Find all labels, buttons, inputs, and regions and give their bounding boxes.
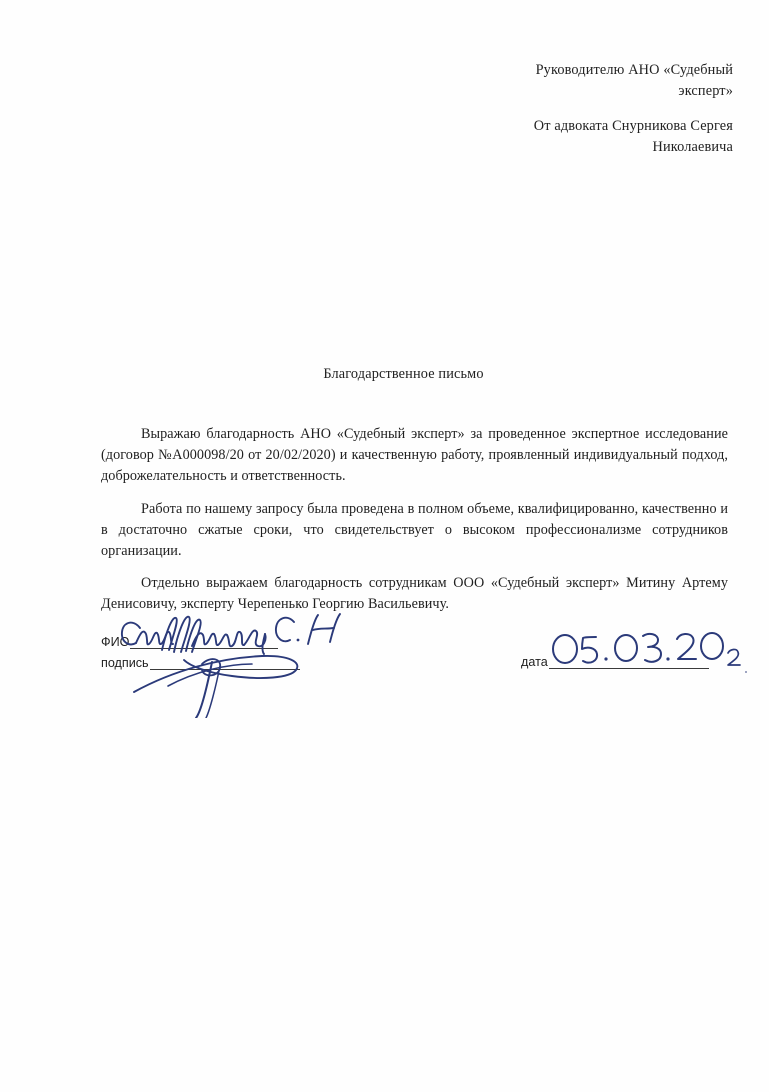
addressee-line-1: Руководителю АНО «Судебный	[535, 62, 733, 78]
addressee-line-2: эксперт»	[678, 83, 733, 99]
sender-line-2: Николаевича	[652, 139, 733, 155]
podpis-row	[101, 649, 341, 670]
podpis-label: подпись	[101, 656, 149, 670]
date-row	[521, 648, 733, 669]
addressee-group	[500, 60, 733, 102]
body-paragraph: Работа по нашему запросу была проведена в полном объеме, квалифицированно, качественно и в достаточно сжатые сроки, что свидетельствует о высоком профессионализме сотрудников организации.	[101, 500, 728, 560]
date-block	[521, 648, 733, 669]
fio-label: ФИО	[101, 635, 130, 649]
date-rule	[549, 655, 709, 669]
body-paragraph: Выражаю благодарность АНО «Судебный эксперт» за проведенное экспертное исследование (договор №А000098/20 от 20/02/2020) и качественную работу, проявленный индивидуальный подход, доброжелательность и ответственность.	[101, 426, 728, 485]
letter-header	[500, 60, 733, 158]
sender-line-1: От адвоката Снурникова Сергея	[533, 118, 733, 134]
body-paragraph: Отдельно выражаем благодарность сотрудникам ООО «Судебный эксперт» Митину Артему Денисовичу, эксперту Черепенько Георгию Васильевичу.	[101, 575, 728, 613]
podpis-rule	[150, 656, 300, 670]
document-title: Благодарственное письмо	[323, 366, 484, 382]
signature-block	[101, 628, 341, 670]
date-label: дата	[521, 655, 548, 669]
sender-group	[500, 116, 733, 158]
fio-row	[101, 628, 341, 649]
letter-body	[101, 424, 728, 616]
fio-rule	[130, 635, 278, 649]
